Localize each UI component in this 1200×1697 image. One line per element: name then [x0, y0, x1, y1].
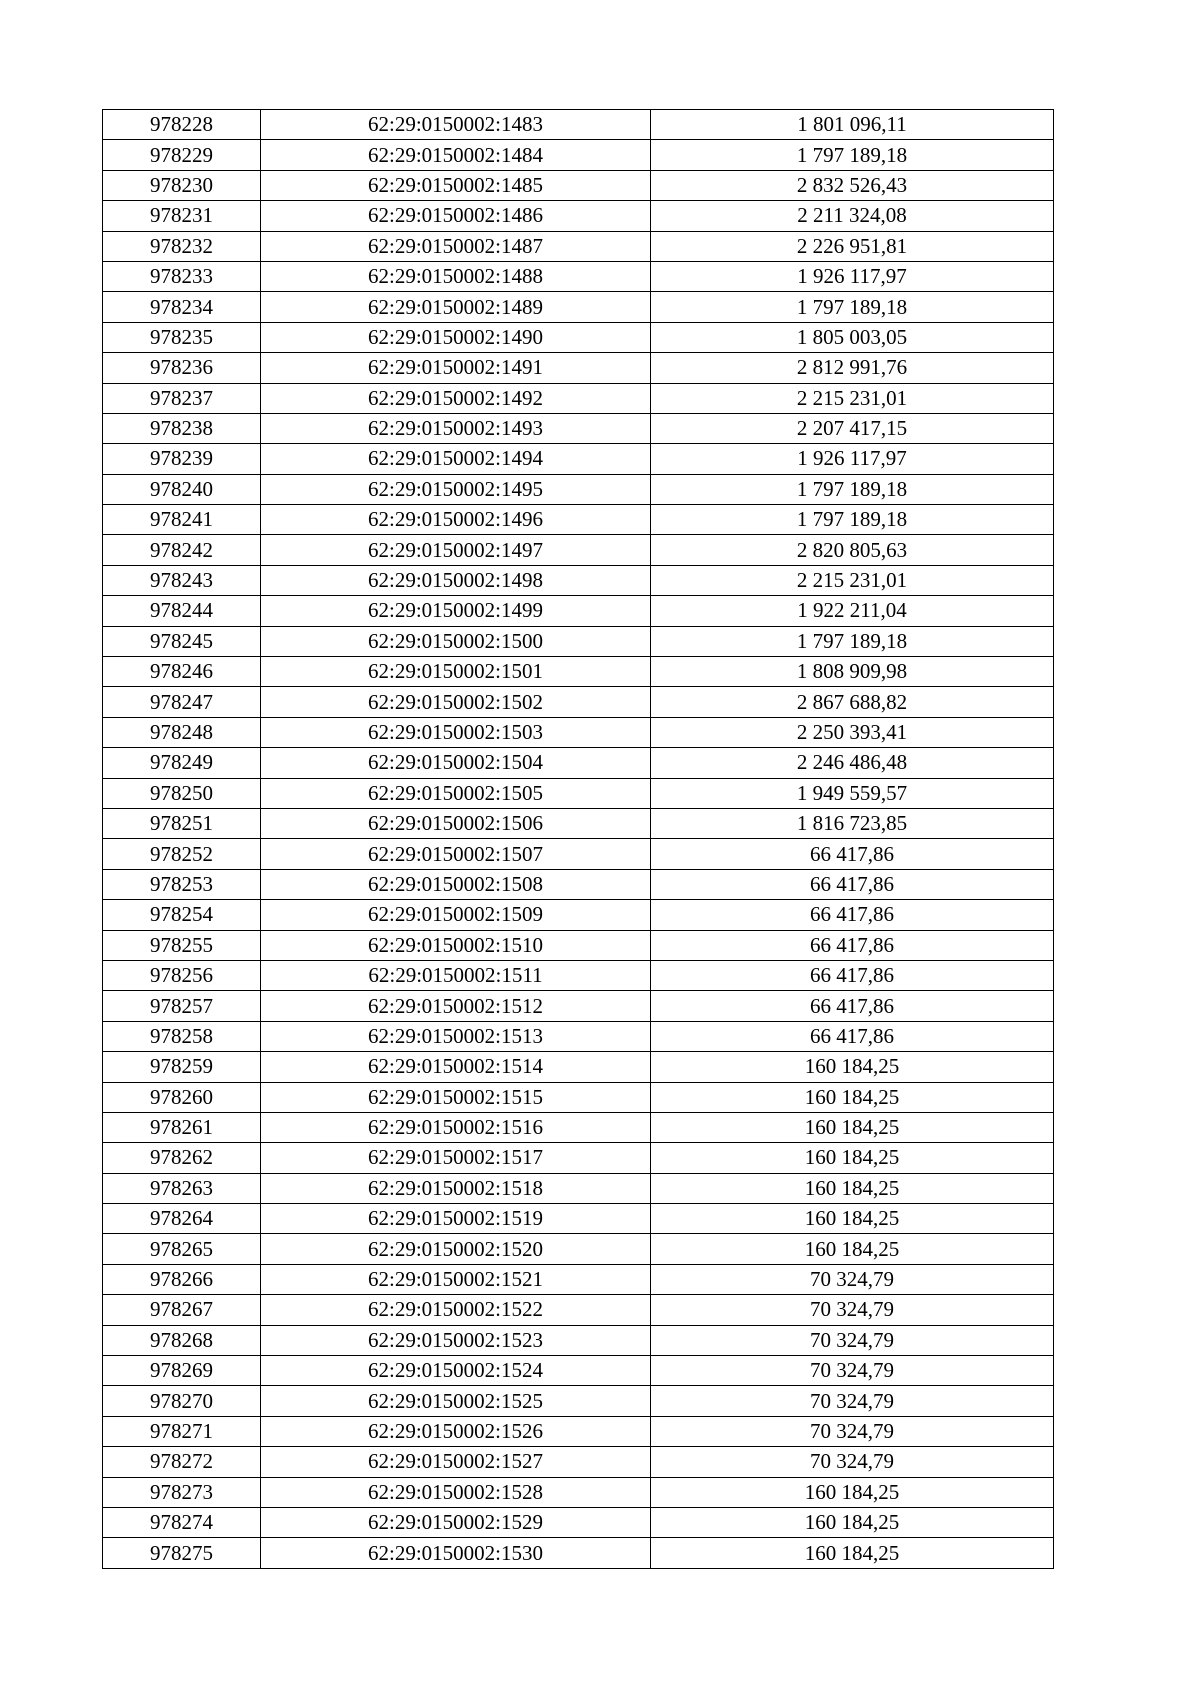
row-id-cell: 978236: [103, 353, 261, 383]
cadastral-number-cell: 62:29:0150002:1523: [261, 1325, 651, 1355]
cadastral-value-cell: 70 324,79: [651, 1386, 1054, 1416]
cadastral-value-cell: 160 184,25: [651, 1204, 1054, 1234]
row-id-cell: 978268: [103, 1325, 261, 1355]
table-row: [103, 1447, 1054, 1477]
cadastral-number-cell: 62:29:0150002:1498: [261, 565, 651, 595]
table-row: [103, 1264, 1054, 1294]
cadastral-number-cell: 62:29:0150002:1518: [261, 1173, 651, 1203]
cadastral-value-cell: 66 417,86: [651, 900, 1054, 930]
cadastral-number-cell: 62:29:0150002:1497: [261, 535, 651, 565]
table-row: [103, 505, 1054, 535]
row-id-cell: 978249: [103, 748, 261, 778]
row-id-cell: 978263: [103, 1173, 261, 1203]
cadastral-number-cell: 62:29:0150002:1502: [261, 687, 651, 717]
cadastral-value-cell: 1 926 117,97: [651, 444, 1054, 474]
cadastral-value-cell: 1 949 559,57: [651, 778, 1054, 808]
table-row: [103, 626, 1054, 656]
table-row: [103, 1204, 1054, 1234]
cadastral-value-cell: 66 417,86: [651, 839, 1054, 869]
cadastral-value-cell: 1 805 003,05: [651, 322, 1054, 352]
cadastral-value-cell: 2 215 231,01: [651, 383, 1054, 413]
row-id-cell: 978238: [103, 413, 261, 443]
table-body: [103, 110, 1054, 1569]
table-row: [103, 444, 1054, 474]
cadastral-value-cell: 2 812 991,76: [651, 353, 1054, 383]
table-row: [103, 657, 1054, 687]
cadastral-value-cell: 2 246 486,48: [651, 748, 1054, 778]
table-row: [103, 1052, 1054, 1082]
cadastral-value-cell: 160 184,25: [651, 1234, 1054, 1264]
table-row: [103, 991, 1054, 1021]
table-row: [103, 748, 1054, 778]
table-row: [103, 839, 1054, 869]
table-row: [103, 1325, 1054, 1355]
cadastral-number-cell: 62:29:0150002:1514: [261, 1052, 651, 1082]
cadastral-number-cell: 62:29:0150002:1493: [261, 413, 651, 443]
cadastral-value-cell: 160 184,25: [651, 1082, 1054, 1112]
table-row: [103, 413, 1054, 443]
row-id-cell: 978261: [103, 1112, 261, 1142]
cadastral-number-cell: 62:29:0150002:1488: [261, 261, 651, 291]
row-id-cell: 978269: [103, 1356, 261, 1386]
table-row: [103, 930, 1054, 960]
table-row: [103, 1356, 1054, 1386]
row-id-cell: 978274: [103, 1507, 261, 1537]
cadastral-number-cell: 62:29:0150002:1508: [261, 869, 651, 899]
cadastral-number-cell: 62:29:0150002:1507: [261, 839, 651, 869]
row-id-cell: 978267: [103, 1295, 261, 1325]
row-id-cell: 978246: [103, 657, 261, 687]
cadastral-number-cell: 62:29:0150002:1511: [261, 960, 651, 990]
cadastral-number-cell: 62:29:0150002:1492: [261, 383, 651, 413]
row-id-cell: 978255: [103, 930, 261, 960]
row-id-cell: 978242: [103, 535, 261, 565]
row-id-cell: 978229: [103, 140, 261, 170]
row-id-cell: 978265: [103, 1234, 261, 1264]
cadastral-number-cell: 62:29:0150002:1526: [261, 1416, 651, 1446]
table-row: [103, 110, 1054, 140]
row-id-cell: 978245: [103, 626, 261, 656]
cadastral-number-cell: 62:29:0150002:1513: [261, 1021, 651, 1051]
row-id-cell: 978275: [103, 1538, 261, 1568]
cadastral-number-cell: 62:29:0150002:1489: [261, 292, 651, 322]
cadastral-number-cell: 62:29:0150002:1494: [261, 444, 651, 474]
row-id-cell: 978231: [103, 201, 261, 231]
table-row: [103, 1477, 1054, 1507]
row-id-cell: 978237: [103, 383, 261, 413]
row-id-cell: 978248: [103, 717, 261, 747]
cadastral-number-cell: 62:29:0150002:1490: [261, 322, 651, 352]
cadastral-number-cell: 62:29:0150002:1483: [261, 110, 651, 140]
cadastral-value-cell: 1 797 189,18: [651, 626, 1054, 656]
cadastral-value-cell: 2 207 417,15: [651, 413, 1054, 443]
row-id-cell: 978270: [103, 1386, 261, 1416]
row-id-cell: 978273: [103, 1477, 261, 1507]
cadastral-number-cell: 62:29:0150002:1503: [261, 717, 651, 747]
cadastral-number-cell: 62:29:0150002:1521: [261, 1264, 651, 1294]
cadastral-value-cell: 160 184,25: [651, 1477, 1054, 1507]
row-id-cell: 978233: [103, 261, 261, 291]
cadastral-number-cell: 62:29:0150002:1515: [261, 1082, 651, 1112]
row-id-cell: 978258: [103, 1021, 261, 1051]
cadastral-value-cell: 1 797 189,18: [651, 474, 1054, 504]
table-row: [103, 170, 1054, 200]
cadastral-number-cell: 62:29:0150002:1524: [261, 1356, 651, 1386]
cadastral-value-cell: 2 211 324,08: [651, 201, 1054, 231]
cadastral-number-cell: 62:29:0150002:1527: [261, 1447, 651, 1477]
cadastral-value-table: [102, 109, 1054, 1569]
row-id-cell: 978228: [103, 110, 261, 140]
cadastral-number-cell: 62:29:0150002:1525: [261, 1386, 651, 1416]
cadastral-value-cell: 2 820 805,63: [651, 535, 1054, 565]
cadastral-number-cell: 62:29:0150002:1505: [261, 778, 651, 808]
cadastral-value-cell: 70 324,79: [651, 1295, 1054, 1325]
table-row: [103, 1143, 1054, 1173]
cadastral-value-cell: 2 867 688,82: [651, 687, 1054, 717]
row-id-cell: 978254: [103, 900, 261, 930]
cadastral-number-cell: 62:29:0150002:1487: [261, 231, 651, 261]
cadastral-value-cell: 160 184,25: [651, 1143, 1054, 1173]
cadastral-value-cell: 1 801 096,11: [651, 110, 1054, 140]
cadastral-number-cell: 62:29:0150002:1509: [261, 900, 651, 930]
table-row: [103, 231, 1054, 261]
row-id-cell: 978257: [103, 991, 261, 1021]
cadastral-value-cell: 1 797 189,18: [651, 505, 1054, 535]
cadastral-value-cell: 160 184,25: [651, 1112, 1054, 1142]
cadastral-number-cell: 62:29:0150002:1504: [261, 748, 651, 778]
cadastral-number-cell: 62:29:0150002:1491: [261, 353, 651, 383]
cadastral-value-cell: 66 417,86: [651, 991, 1054, 1021]
row-id-cell: 978272: [103, 1447, 261, 1477]
table-row: [103, 1538, 1054, 1568]
row-id-cell: 978240: [103, 474, 261, 504]
cadastral-value-cell: 160 184,25: [651, 1173, 1054, 1203]
cadastral-value-cell: 66 417,86: [651, 869, 1054, 899]
cadastral-number-cell: 62:29:0150002:1519: [261, 1204, 651, 1234]
cadastral-number-cell: 62:29:0150002:1510: [261, 930, 651, 960]
table-row: [103, 596, 1054, 626]
cadastral-number-cell: 62:29:0150002:1520: [261, 1234, 651, 1264]
row-id-cell: 978244: [103, 596, 261, 626]
table-row: [103, 869, 1054, 899]
cadastral-value-cell: 160 184,25: [651, 1052, 1054, 1082]
table-row: [103, 960, 1054, 990]
table-row: [103, 1386, 1054, 1416]
cadastral-number-cell: 62:29:0150002:1516: [261, 1112, 651, 1142]
cadastral-number-cell: 62:29:0150002:1530: [261, 1538, 651, 1568]
table-row: [103, 687, 1054, 717]
table-row: [103, 1112, 1054, 1142]
table-row: [103, 383, 1054, 413]
cadastral-value-cell: 70 324,79: [651, 1356, 1054, 1386]
cadastral-value-cell: 1 797 189,18: [651, 140, 1054, 170]
row-id-cell: 978239: [103, 444, 261, 474]
row-id-cell: 978256: [103, 960, 261, 990]
row-id-cell: 978259: [103, 1052, 261, 1082]
row-id-cell: 978250: [103, 778, 261, 808]
table-row: [103, 261, 1054, 291]
row-id-cell: 978247: [103, 687, 261, 717]
cadastral-value-cell: 1 816 723,85: [651, 808, 1054, 838]
cadastral-number-cell: 62:29:0150002:1506: [261, 808, 651, 838]
cadastral-number-cell: 62:29:0150002:1484: [261, 140, 651, 170]
cadastral-value-cell: 2 215 231,01: [651, 565, 1054, 595]
table-row: [103, 140, 1054, 170]
row-id-cell: 978264: [103, 1204, 261, 1234]
cadastral-value-cell: 70 324,79: [651, 1264, 1054, 1294]
cadastral-number-cell: 62:29:0150002:1512: [261, 991, 651, 1021]
cadastral-value-cell: 70 324,79: [651, 1447, 1054, 1477]
cadastral-value-cell: 160 184,25: [651, 1538, 1054, 1568]
row-id-cell: 978266: [103, 1264, 261, 1294]
row-id-cell: 978232: [103, 231, 261, 261]
cadastral-number-cell: 62:29:0150002:1501: [261, 657, 651, 687]
cadastral-value-cell: 1 926 117,97: [651, 261, 1054, 291]
cadastral-value-cell: 2 226 951,81: [651, 231, 1054, 261]
cadastral-value-cell: 66 417,86: [651, 1021, 1054, 1051]
table-row: [103, 353, 1054, 383]
table-row: [103, 778, 1054, 808]
table-row: [103, 474, 1054, 504]
cadastral-number-cell: 62:29:0150002:1500: [261, 626, 651, 656]
cadastral-value-cell: 1 808 909,98: [651, 657, 1054, 687]
row-id-cell: 978260: [103, 1082, 261, 1112]
row-id-cell: 978251: [103, 808, 261, 838]
cadastral-number-cell: 62:29:0150002:1499: [261, 596, 651, 626]
row-id-cell: 978253: [103, 869, 261, 899]
table-row: [103, 808, 1054, 838]
cadastral-number-cell: 62:29:0150002:1528: [261, 1477, 651, 1507]
cadastral-number-cell: 62:29:0150002:1517: [261, 1143, 651, 1173]
cadastral-number-cell: 62:29:0150002:1486: [261, 201, 651, 231]
row-id-cell: 978241: [103, 505, 261, 535]
row-id-cell: 978230: [103, 170, 261, 200]
table-row: [103, 535, 1054, 565]
table-row: [103, 1234, 1054, 1264]
cadastral-value-cell: 160 184,25: [651, 1507, 1054, 1537]
cadastral-number-cell: 62:29:0150002:1495: [261, 474, 651, 504]
table-row: [103, 322, 1054, 352]
row-id-cell: 978271: [103, 1416, 261, 1446]
row-id-cell: 978252: [103, 839, 261, 869]
table-row: [103, 292, 1054, 322]
table-row: [103, 1507, 1054, 1537]
row-id-cell: 978235: [103, 322, 261, 352]
cadastral-number-cell: 62:29:0150002:1485: [261, 170, 651, 200]
cadastral-value-cell: 1 797 189,18: [651, 292, 1054, 322]
cadastral-value-cell: 1 922 211,04: [651, 596, 1054, 626]
cadastral-value-cell: 2 832 526,43: [651, 170, 1054, 200]
table-row: [103, 201, 1054, 231]
table-row: [103, 717, 1054, 747]
table-row: [103, 1295, 1054, 1325]
table-row: [103, 1021, 1054, 1051]
table-row: [103, 900, 1054, 930]
cadastral-value-cell: 2 250 393,41: [651, 717, 1054, 747]
table-row: [103, 565, 1054, 595]
cadastral-number-cell: 62:29:0150002:1529: [261, 1507, 651, 1537]
cadastral-value-cell: 70 324,79: [651, 1325, 1054, 1355]
row-id-cell: 978243: [103, 565, 261, 595]
table-row: [103, 1173, 1054, 1203]
cadastral-value-cell: 66 417,86: [651, 960, 1054, 990]
cadastral-number-cell: 62:29:0150002:1522: [261, 1295, 651, 1325]
cadastral-value-cell: 70 324,79: [651, 1416, 1054, 1446]
row-id-cell: 978234: [103, 292, 261, 322]
table-row: [103, 1082, 1054, 1112]
cadastral-value-cell: 66 417,86: [651, 930, 1054, 960]
row-id-cell: 978262: [103, 1143, 261, 1173]
table-row: [103, 1416, 1054, 1446]
cadastral-number-cell: 62:29:0150002:1496: [261, 505, 651, 535]
